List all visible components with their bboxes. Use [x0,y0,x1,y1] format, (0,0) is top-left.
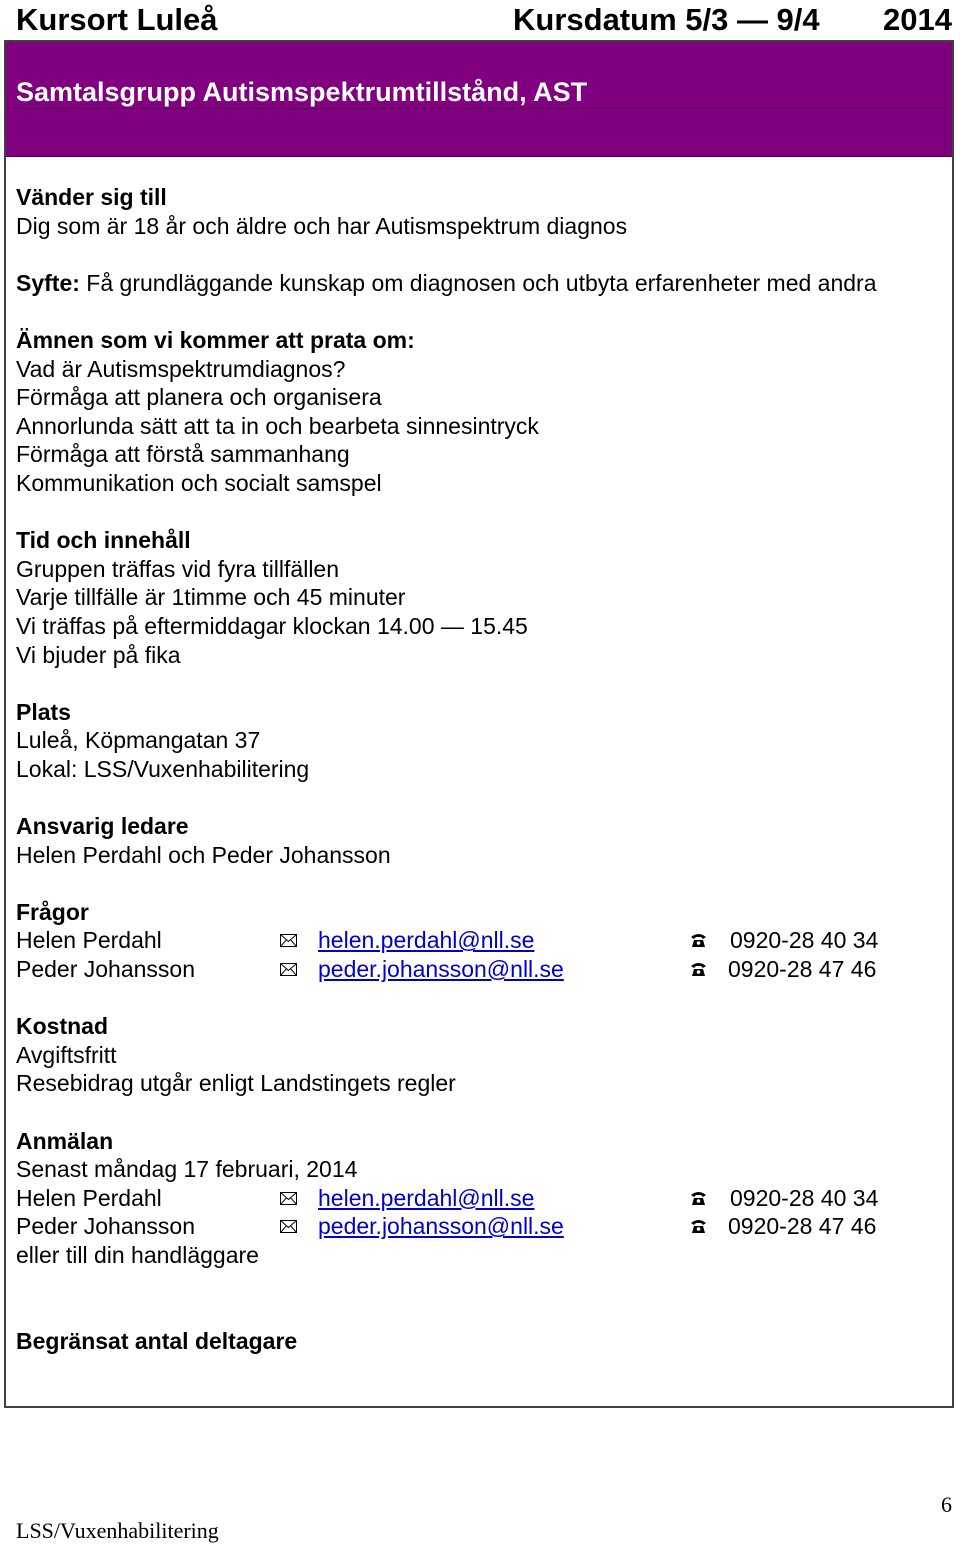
contact-email-link[interactable]: peder.johansson@nll.se [318,956,564,983]
contact-phone: 0920-28 47 46 [728,1213,877,1240]
envelope-icon [280,963,297,976]
time-item: Gruppen träffas vid fyra tillfällen [16,555,340,582]
leaders-names: Helen Perdahl och Peder Johansson [16,841,391,868]
contact-row [16,926,946,955]
envelope-icon [280,934,297,947]
contact-row [16,1212,946,1241]
course-dates: Kursdatum 5/3 — 9/4 [513,2,820,37]
registration-deadline: Senast måndag 17 februari, 2014 [16,1156,358,1183]
contact-name: Helen Perdahl [16,1184,162,1211]
leaders-heading: Ansvarig ledare [16,813,189,840]
envelope-icon [280,1192,297,1205]
purpose-label: Syfte: [16,269,80,296]
place-heading: Plats [16,698,71,725]
limited-notice: Begränsat antal deltagare [16,1327,298,1354]
course-title: Samtalsgrupp Autismspektrumtillstånd, AST [16,77,588,107]
place-room: Lokal: LSS/Vuxenhabilitering [16,755,310,782]
contact-phone: 0920-28 47 46 [728,956,877,983]
questions-heading: Frågor [16,898,89,925]
time-item: Vi bjuder på fika [16,641,181,668]
envelope-icon [280,1220,297,1233]
contact-name: Peder Johansson [16,956,196,983]
footer-organization: LSS/Vuxenhabilitering [16,1518,219,1543]
topic-item: Förmåga att planera och organisera [16,384,382,411]
topic-item: Kommunikation och socialt samspel [16,469,382,496]
purpose-text: Få grundläggande kunskap om diagnosen och utbyta erfarenheter med andra [79,269,877,296]
contact-row [16,955,946,984]
contact-row [16,1184,946,1213]
time-item: Varje tillfälle är 1timme och 45 minuter [16,584,406,611]
telephone-icon [690,1217,707,1234]
place-address: Luleå, Köpmangatan 37 [16,727,261,754]
topics-heading: Ämnen som vi kommer att prata om: [16,326,415,353]
registration-alternative: eller till din handläggare [16,1241,259,1268]
topic-item: Förmåga att förstå sammanhang [16,441,350,468]
registration-heading: Anmälan [16,1127,114,1154]
topic-item: Vad är Autismspektrumdiagnos? [16,355,346,382]
course-year: 2014 [883,2,952,37]
course-content [16,183,946,1355]
target-heading: Vänder sig till [16,184,167,210]
time-heading: Tid och innehåll [16,527,191,554]
cost-free: Avgiftsfritt [16,1041,117,1068]
course-location: Kursort Luleå [16,2,218,37]
cost-travel: Resebidrag utgår enligt Landstingets regler [16,1070,456,1097]
contact-email-link[interactable]: peder.johansson@nll.se [318,1213,564,1240]
target-text: Dig som är 18 år och äldre och har Autismspektrum diagnos [16,212,628,239]
contact-email-link[interactable]: helen.perdahl@nll.se [318,1184,535,1211]
telephone-icon [690,931,707,948]
purpose-line [16,269,946,298]
telephone-icon [690,1189,707,1206]
contact-phone: 0920-28 40 34 [730,927,879,954]
contact-phone: 0920-28 40 34 [730,1184,879,1211]
cost-heading: Kostnad [16,1013,108,1040]
time-item: Vi träffas på eftermiddagar klockan 14.00 — 15.45 [16,612,528,639]
page-number: 6 [941,1492,952,1517]
contact-name: Helen Perdahl [16,927,162,954]
title-banner [6,42,952,157]
topic-item: Annorlunda sätt att ta in och bearbeta sinnesintryck [16,412,539,439]
banner-edge [945,46,946,155]
contact-email-link[interactable]: helen.perdahl@nll.se [318,927,535,954]
contact-name: Peder Johansson [16,1213,196,1240]
telephone-icon [690,960,707,977]
page-header [16,0,952,40]
